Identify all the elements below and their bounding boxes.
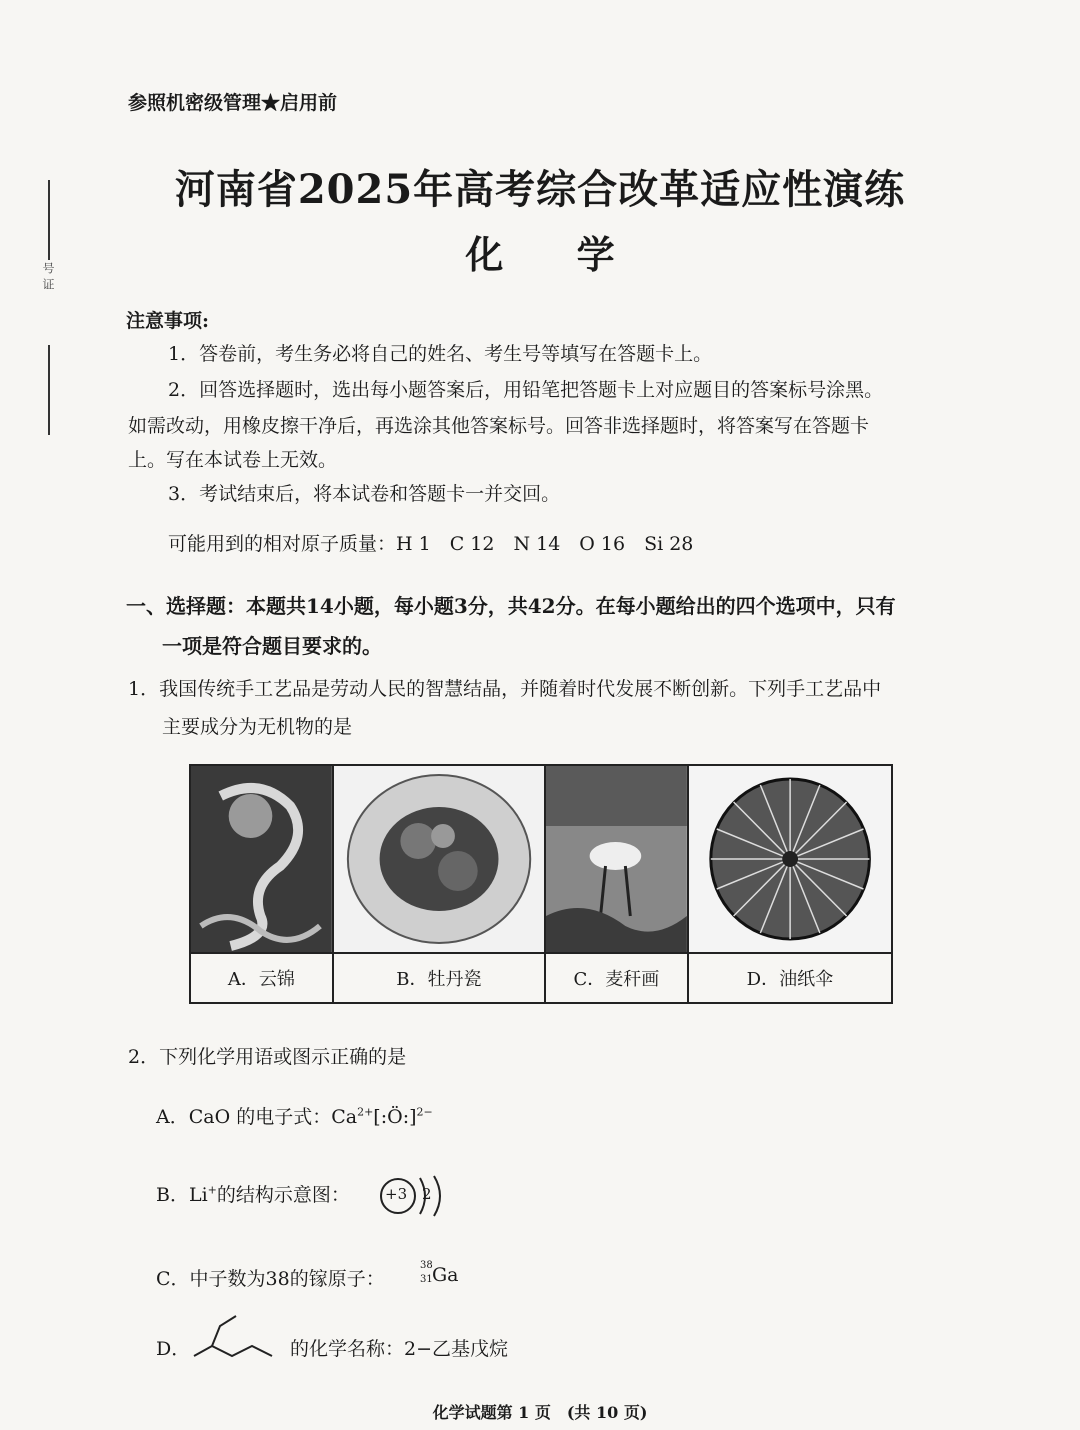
notice-item-2a: 2．回答选择题时，选出每小题答案后，用铅笔把答题卡上对应题目的答案标号涂黑。 [168, 379, 884, 401]
yunjin-image [190, 765, 333, 953]
notice-heading: 注意事项: [126, 310, 210, 332]
q1-stem-line2: 主要成分为无机物的是 [162, 716, 353, 738]
notice-item-1: 1．答卷前，考生务必将自己的姓名、考生号等填写在答题卡上。 [168, 343, 713, 365]
straw-painting-image [545, 765, 688, 953]
q2-option-a [156, 1102, 433, 1129]
q1-image-table [189, 764, 893, 1004]
q2-b-mid: 的结构示意图： [216, 1184, 350, 1206]
peony-porcelain-image [333, 765, 545, 953]
q2-a-anion: [:Ö:] [373, 1106, 417, 1128]
ga-symbol: Ga [432, 1264, 459, 1286]
q1-stem-line1: 1．我国传统手工艺品是劳动人民的智慧结晶，并随着时代发展不断创新。下列手工艺品中 [128, 678, 882, 700]
q2-b-prefix: B．Li [156, 1184, 208, 1206]
margin-text: 号 证 [41, 262, 55, 290]
notice-item-2b: 如需改动，用橡皮擦干净后，再选涂其他答案标号。回答非选择题时，将答案写在答题卡 [128, 415, 870, 437]
page-footer: 化学试题第 1 页 (共 10 页) [432, 1403, 648, 1422]
q2-option-d-prefix: D． [156, 1338, 191, 1360]
li-ion-structure-diagram [378, 1172, 448, 1220]
margin-line-bottom [48, 345, 50, 435]
q2-a-anion-charge: 2− [416, 1105, 433, 1119]
section-heading-line2: 一项是符合题目要求的。 [162, 634, 382, 658]
li-nucleus-charge: +3 [385, 1185, 408, 1203]
notice-item-2c: 上。写在本试卷上无效。 [128, 449, 338, 471]
option-b-label: B．牡丹瓷 [333, 953, 545, 1003]
skeletal-formula [190, 1312, 286, 1366]
atomic-masses: 可能用到的相对原子质量：H 1 C 12 N 14 O 16 Si 28 [168, 533, 694, 555]
page-title: 河南省2025年高考综合改革适应性演练 [174, 166, 906, 213]
section-heading-line1: 一、选择题：本题共14小题，每小题3分，共42分。在每小题给出的四个选项中，只有 [126, 594, 896, 618]
oil-paper-umbrella-image [688, 765, 892, 953]
q2-a-cation: Ca [331, 1106, 358, 1128]
ga-atomic-number: 31 [420, 1274, 433, 1285]
q2-stem: 2．下列化学用语或图示正确的是 [128, 1046, 407, 1068]
q2-a-prefix: A．CaO 的电子式： [156, 1106, 332, 1128]
gallium-nuclide [420, 1260, 480, 1294]
option-c-label: C．麦秆画 [545, 953, 688, 1003]
option-a-label: A．云锦 [190, 953, 333, 1003]
q2-option-b [156, 1180, 350, 1207]
option-d-label: D．油纸伞 [688, 953, 892, 1003]
li-shell-electrons: 2 [422, 1185, 432, 1203]
secret-level: 参照机密级管理★启用前 [128, 92, 338, 114]
notice-item-3: 3．考试结束后，将本试卷和答题卡一并交回。 [168, 483, 561, 505]
ga-mass-number: 38 [420, 1260, 433, 1271]
q2-option-d-suffix: 的化学名称：2−乙基戊烷 [290, 1338, 509, 1360]
subject-title: 化 学 [465, 232, 645, 277]
q2-a-cation-charge: 2+ [357, 1105, 374, 1119]
q2-option-c [156, 1264, 385, 1291]
q2-b-sup: + [207, 1183, 217, 1197]
q2-c-prefix: C．中子数为38的镓原子： [156, 1268, 385, 1290]
